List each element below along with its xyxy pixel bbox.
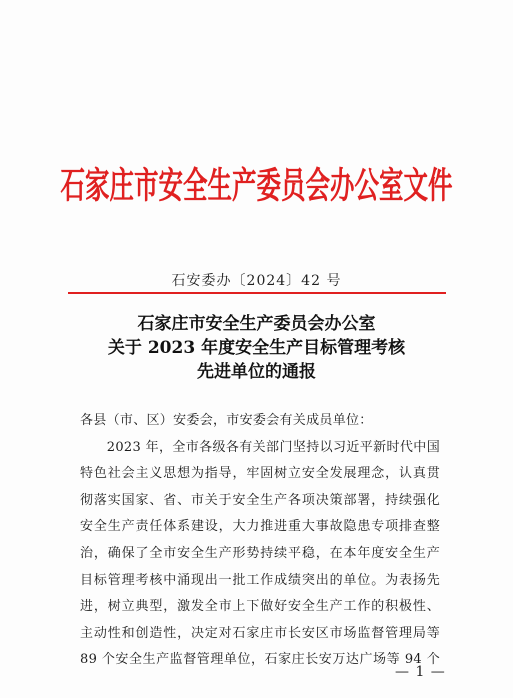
body-line: 主动性和创造性，决定对石家庄市长安区市场监督管理局等 bbox=[80, 625, 440, 641]
document-masthead: 石家庄市安全生产委员会办公室文件 bbox=[60, 164, 453, 207]
red-separator-rule bbox=[68, 292, 446, 294]
body-line: 特色社会主义思想为指导，牢固树立安全发展理念，认真贯 bbox=[80, 466, 440, 482]
body-line: 2023 年，全市各级各有关部门坚持以习近平新时代中国 bbox=[80, 439, 440, 455]
addressee-line: 各县（市、区）安委会，市安委会有关成员单位： bbox=[80, 413, 373, 428]
body-line: 89 个安全生产监督管理单位，石家庄长安万达广场等 94 个 bbox=[80, 652, 440, 668]
document-body bbox=[80, 408, 440, 674]
title-line-3: 先进单位的通报 bbox=[197, 362, 316, 382]
body-line: 安全生产责任体系建设，大力推进重大事故隐患专项排查整 bbox=[80, 519, 440, 535]
body-line: 治，确保了全市安全生产形势持续平稳，在本年度安全生产 bbox=[80, 545, 440, 561]
body-line: 进，树立典型，激发全市上下做好安全生产工作的积极性、 bbox=[80, 599, 440, 615]
body-line: 彻落实国家、省、市关于安全生产各项决策部署，持续强化 bbox=[80, 492, 440, 508]
title-line-2: 关于 2023 年度安全生产目标管理考核 bbox=[107, 338, 406, 358]
title-line-1: 石家庄市安全生产委员会办公室 bbox=[137, 314, 376, 334]
document-title bbox=[0, 312, 513, 384]
document-number: 石安委办〔2024〕42 号 bbox=[171, 273, 342, 289]
page-number: — 1 — bbox=[395, 664, 446, 680]
body-line: 目标管理考核中涌现出一批工作成绩突出的单位。为表扬先 bbox=[80, 572, 440, 588]
